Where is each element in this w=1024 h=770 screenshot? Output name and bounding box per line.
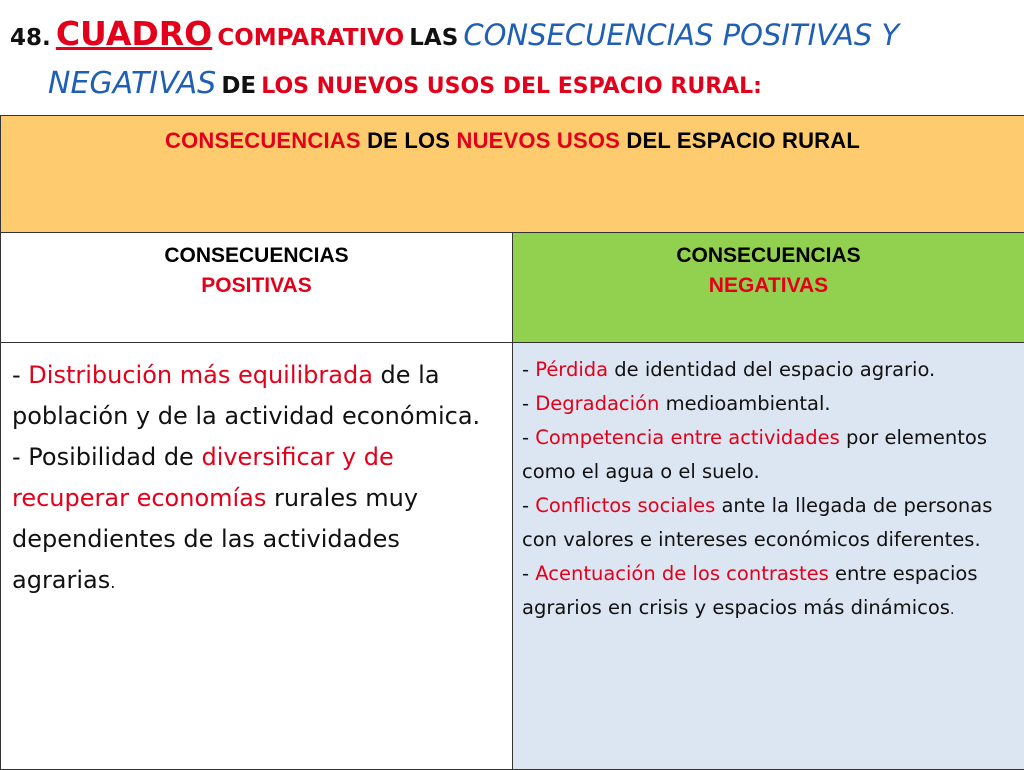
title-negativas: NEGATIVAS: [48, 66, 216, 101]
item-dash: -: [522, 562, 535, 585]
title-line-1: [10, 12, 1015, 62]
positive-column-header: [1, 233, 513, 343]
negative-item: [522, 557, 1016, 627]
item-text: entre espacios agrarios en crisis y espacios más dinámicos: [522, 562, 977, 619]
title-de: DE: [221, 73, 256, 99]
item-highlight: Competencia entre actividades: [535, 426, 840, 449]
item-text: ante la llegada de personas con valores e intereses económicos diferentes.: [522, 494, 992, 551]
positive-item: [12, 437, 502, 603]
title-las: LAS: [409, 25, 458, 51]
negative-item: [522, 353, 1016, 387]
header-part-4: DEL ESPACIO RURAL: [626, 128, 860, 153]
item-end: .: [110, 573, 115, 592]
item-text: rurales muy dependientes de las actividades agrarias: [12, 484, 418, 594]
negative-item: [522, 387, 1016, 421]
positive-header-line-2: POSITIVAS: [1, 271, 512, 301]
item-text: medioambiental.: [659, 392, 830, 415]
item-text: Posibilidad de: [28, 443, 201, 471]
item-highlight: Conflictos sociales: [535, 494, 715, 517]
table-header: [1, 116, 1024, 233]
item-text: por elementos como el agua o el suelo.: [522, 426, 987, 483]
item-highlight: Distribución más equilibrada: [28, 361, 373, 389]
item-text: de identidad del espacio agrario.: [608, 358, 935, 381]
negative-consequences-cell: [513, 343, 1024, 770]
header-part-3: NUEVOS USOS: [456, 128, 620, 153]
title-line-2: [10, 62, 1015, 110]
negative-item: [522, 421, 1016, 489]
item-dash: -: [522, 494, 535, 517]
positive-consequences-cell: [1, 343, 513, 770]
item-highlight: Pérdida: [535, 358, 608, 381]
comparison-table: [0, 115, 1024, 770]
title-comparativo: COMPARATIVO: [217, 25, 404, 51]
title-positivas: CONSECUENCIAS POSITIVAS Y: [463, 18, 899, 52]
header-part-2: DE LOS: [367, 128, 450, 153]
title-cuadro: CUADRO: [56, 14, 212, 53]
title-number: 48.: [10, 25, 51, 51]
item-highlight: diversificar y de recuperar economías: [12, 443, 394, 512]
positive-header-line-1: CONSECUENCIAS: [1, 241, 512, 271]
item-dash: -: [522, 426, 535, 449]
item-dash: -: [12, 361, 28, 389]
item-text: de la población y de la actividad económica.: [12, 361, 480, 430]
item-dash: -: [522, 358, 535, 381]
title-espacio: LOS NUEVOS USOS DEL ESPACIO RURAL:: [261, 74, 762, 99]
item-highlight: Acentuación de los contrastes: [535, 562, 829, 585]
negative-header-line-2: NEGATIVAS: [513, 271, 1024, 301]
positive-item: [12, 355, 502, 437]
item-highlight: Degradación: [535, 392, 659, 415]
header-part-1: CONSECUENCIAS: [165, 128, 361, 153]
negative-column-header: [513, 233, 1024, 343]
item-dash: -: [12, 443, 28, 471]
slide-title: [10, 12, 1015, 110]
item-dash: -: [522, 392, 535, 415]
negative-item: [522, 489, 1016, 557]
negative-header-line-1: CONSECUENCIAS: [513, 241, 1024, 271]
item-end: .: [950, 602, 954, 618]
